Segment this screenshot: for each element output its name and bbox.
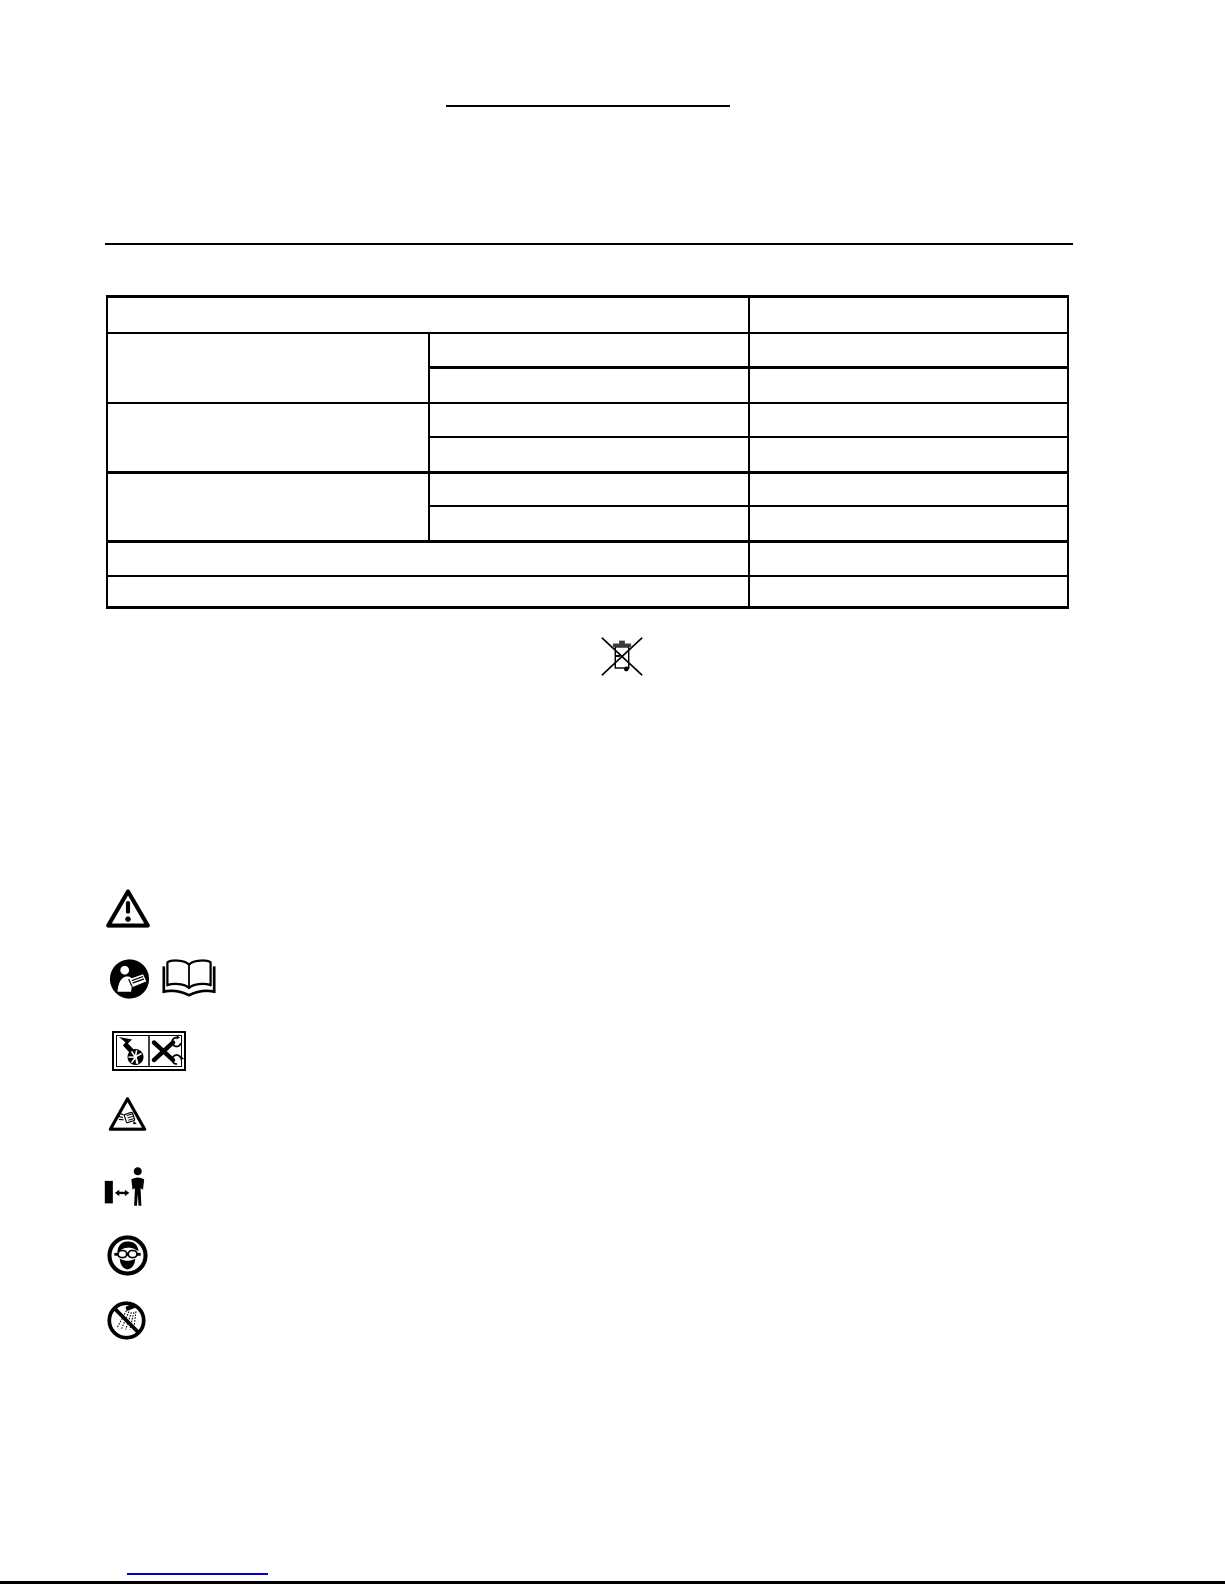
do-not-expose-to-moisture-icon xyxy=(106,1299,147,1342)
table-cell-row8-right xyxy=(752,544,1062,571)
wear-eye-protection-icon xyxy=(107,1234,148,1277)
table-cell-g1-mid1 xyxy=(432,336,744,363)
crossed-out-wheelie-bin-icon xyxy=(598,631,646,681)
table-border-row1 xyxy=(106,332,1069,334)
table-cell-g3-r2 xyxy=(752,509,1062,536)
page-bottom-border xyxy=(0,1581,1225,1584)
table-cell-row9-right xyxy=(752,579,1062,604)
section-heading xyxy=(105,222,505,242)
specifications-table xyxy=(106,295,1069,609)
table-border-top xyxy=(106,295,1069,298)
table-cell-g3-mid1 xyxy=(432,475,744,501)
table-border-mid1 xyxy=(428,332,430,540)
table-border-right xyxy=(1067,295,1069,609)
read-operator-manual-icon xyxy=(107,959,152,999)
keep-bystanders-away-icon xyxy=(104,1166,149,1207)
warning-triangle-icon xyxy=(105,888,151,929)
title-underline xyxy=(446,105,730,107)
thrown-objects-warning-icon xyxy=(108,1095,147,1133)
table-border-bottom xyxy=(106,606,1069,609)
table-cell-g3-r1 xyxy=(752,475,1062,501)
table-border-row7 xyxy=(106,540,1069,543)
table-border-left xyxy=(106,295,108,609)
table-cell-g2-left xyxy=(110,406,424,467)
table-cell-row9-left xyxy=(110,579,740,604)
table-cell-g1-r1 xyxy=(752,336,1062,363)
table-cell-g3-left xyxy=(110,475,424,536)
table-border-row3 xyxy=(106,402,1069,404)
footer-link[interactable] xyxy=(127,1556,268,1574)
table-cell-row8-left xyxy=(110,544,740,571)
table-cell-g2-r1 xyxy=(752,406,1062,432)
section-rule xyxy=(105,243,1073,245)
table-cell-g1-left xyxy=(110,336,424,398)
table-border-row5 xyxy=(106,471,1069,474)
table-cell-g2-mid1 xyxy=(432,406,744,432)
table-cell-header-right xyxy=(752,299,1062,328)
table-border-row8 xyxy=(106,575,1069,577)
page-title xyxy=(446,85,731,105)
instruction-book-icon xyxy=(162,955,216,999)
footer-link-underline[interactable] xyxy=(127,1573,268,1575)
table-cell-g2-r2 xyxy=(752,440,1062,467)
table-border-mid2 xyxy=(748,295,750,609)
table-cell-g2-mid2 xyxy=(432,440,744,467)
keep-hands-away-from-fan-icon xyxy=(112,1031,186,1071)
table-cell-header-left xyxy=(110,299,740,328)
table-cell-g1-r2 xyxy=(752,371,1062,398)
table-cell-g1-mid2 xyxy=(432,371,744,398)
table-cell-g3-mid2 xyxy=(432,509,744,536)
